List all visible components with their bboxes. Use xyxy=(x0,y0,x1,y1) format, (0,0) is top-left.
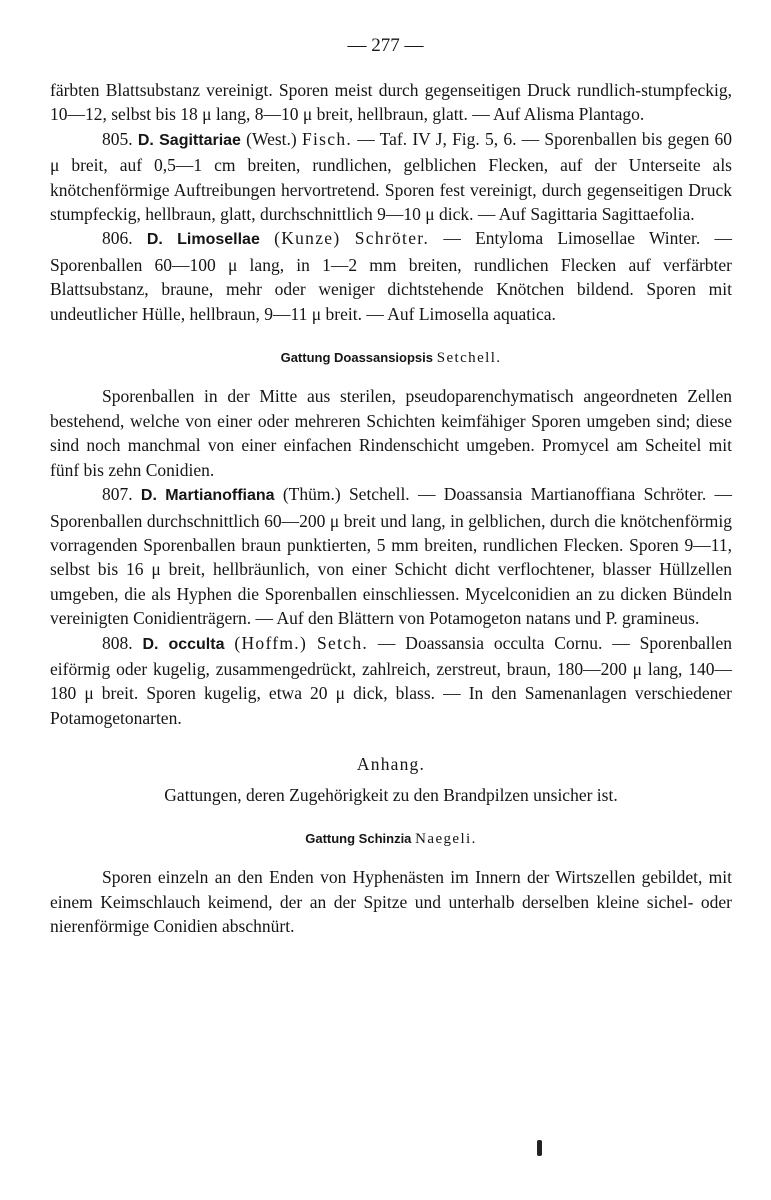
species-author-paren: (Kunze) xyxy=(274,228,341,249)
genus-description: Sporen einzeln an den Enden von Hyphenästen im Innern der Wirtszellen gebildet, mit einem Keimschlauch keimend, der an der Spitze und unterhalb derselben kleine sichel- oder nierenförmige Conidien abschnürt. xyxy=(50,867,732,937)
genus-author: Setchell. xyxy=(436,350,502,367)
appendix-subtitle: Gattungen, deren Zugehörigkeit zu den Brandpilzen unsicher ist. xyxy=(164,784,618,805)
species-name: D. Sagittariae xyxy=(137,131,241,149)
genus-author: Naegeli. xyxy=(415,830,477,847)
species-806 xyxy=(50,226,732,326)
species-author: Setch. xyxy=(317,632,369,653)
species-name: D. Martianoffiana xyxy=(140,487,275,505)
species-author: Schröter. xyxy=(354,228,430,249)
page-number: — 277 — xyxy=(347,35,424,56)
genus-label: Gattung Doassansiopsis xyxy=(280,350,433,366)
appendix-title: Anhang. xyxy=(356,754,426,775)
species-text: — Doassansia Martianoffiana Schröter. — Sporenballen durchschnittlich 60—200 μ breit und lang, in gelblichen, durch die knötchenförmig vorragenden Sporenballen braun punktierten, 5 mm breiten, rundlichen Flecken. Sporen 9—11, selbst bis 16 μ breit, hellbräunlich, von einer Schicht dicht verflochtener, blasser Hüllzellen umgeben, die als Hyphen die Sporenballen einschliessen. Mycelconidien an zu dicken Bündeln vereinigten Conidienträgern. — Auf den Blättern von Potamogeton natans und P. gramineus. xyxy=(50,484,733,629)
species-author: Setchell. xyxy=(348,484,410,505)
species-author-paren: (Hoffm.) xyxy=(234,632,308,653)
genus-label: Gattung Schinzia xyxy=(305,830,412,846)
species-author-paren: (Thüm.) xyxy=(282,484,341,505)
species-808 xyxy=(50,631,732,731)
genus-description: Sporenballen in der Mitte aus sterilen, pseudoparenchymatisch angeordneten Zellen bestehend, welche von einer oder mehreren Schichten keimfähiger Sporen umgeben sind; diese sind noch manchmal von einer einfachen Rindenschicht umgeben. Promycel am Scheitel mit fünf bis zehn Conidien. xyxy=(50,386,732,480)
species-author-paren: (West.) xyxy=(246,128,297,149)
species-name: D. occulta xyxy=(142,635,225,653)
species-805 xyxy=(50,127,732,227)
species-text: — Doassansia occulta Cornu. — Sporenballen eiförmig oder kugelig, zusammengedrückt, zahlreich, zerstreut, braun, 180—200 μ lang, 140—180 μ breit. Sporen kugelig, etwa 20 μ dick, blass. — In den Samenanlagen verschiedener Potamogetonarten. xyxy=(50,632,733,728)
species-number: 808. xyxy=(102,632,133,653)
paragraph-continuation: färbten Blattsubstanz vereinigt. Sporen meist durch gegenseitigen Druck rundlich-stumpfeckig, 10—12, selbst bis 18 μ lang, 8—10 μ breit, hellbraun, glatt. — Auf Alisma Plantago. xyxy=(50,80,732,125)
species-number: 806. xyxy=(102,228,133,249)
species-name: D. Limosellae xyxy=(146,231,260,249)
species-text: — Entyloma Limosellae Winter. — Sporenballen 60—100 μ lang, in 1—2 mm breiten, rundlichen Flecken auf verfärbter Blattsubstanz, braune, mehr oder weniger dichtstehende Knötchen bildend. Sporen mit undeutlicher Hülle, hellbraun, 9—11 μ breit. — Auf Limosella aquatica. xyxy=(50,228,732,324)
genus-heading-schinzia xyxy=(50,827,732,851)
page-body xyxy=(50,78,732,939)
species-text: — Taf. IV J, Fig. 5, 6. — Sporenballen bis gegen 60 μ breit, auf 0,5—1 cm breiten, rundlichen, gelblichen Flecken, auf der Unterseite als knötchenförmige Auftreibungen hervortretend. Sporen fest vereinigt, durch gegenseitigen Druck stumpfeckig, hellbraun, glatt, durchschnittlich 9—10 μ dick. — Auf Sagittaria Sagittaefolia. xyxy=(50,128,733,225)
genus-heading-doassansiopsis xyxy=(50,346,732,370)
species-author: Fisch. xyxy=(301,128,353,149)
species-807 xyxy=(50,482,732,630)
species-number: 807. xyxy=(102,484,133,505)
species-number: 805. xyxy=(102,128,133,149)
ink-mark xyxy=(537,1140,542,1156)
